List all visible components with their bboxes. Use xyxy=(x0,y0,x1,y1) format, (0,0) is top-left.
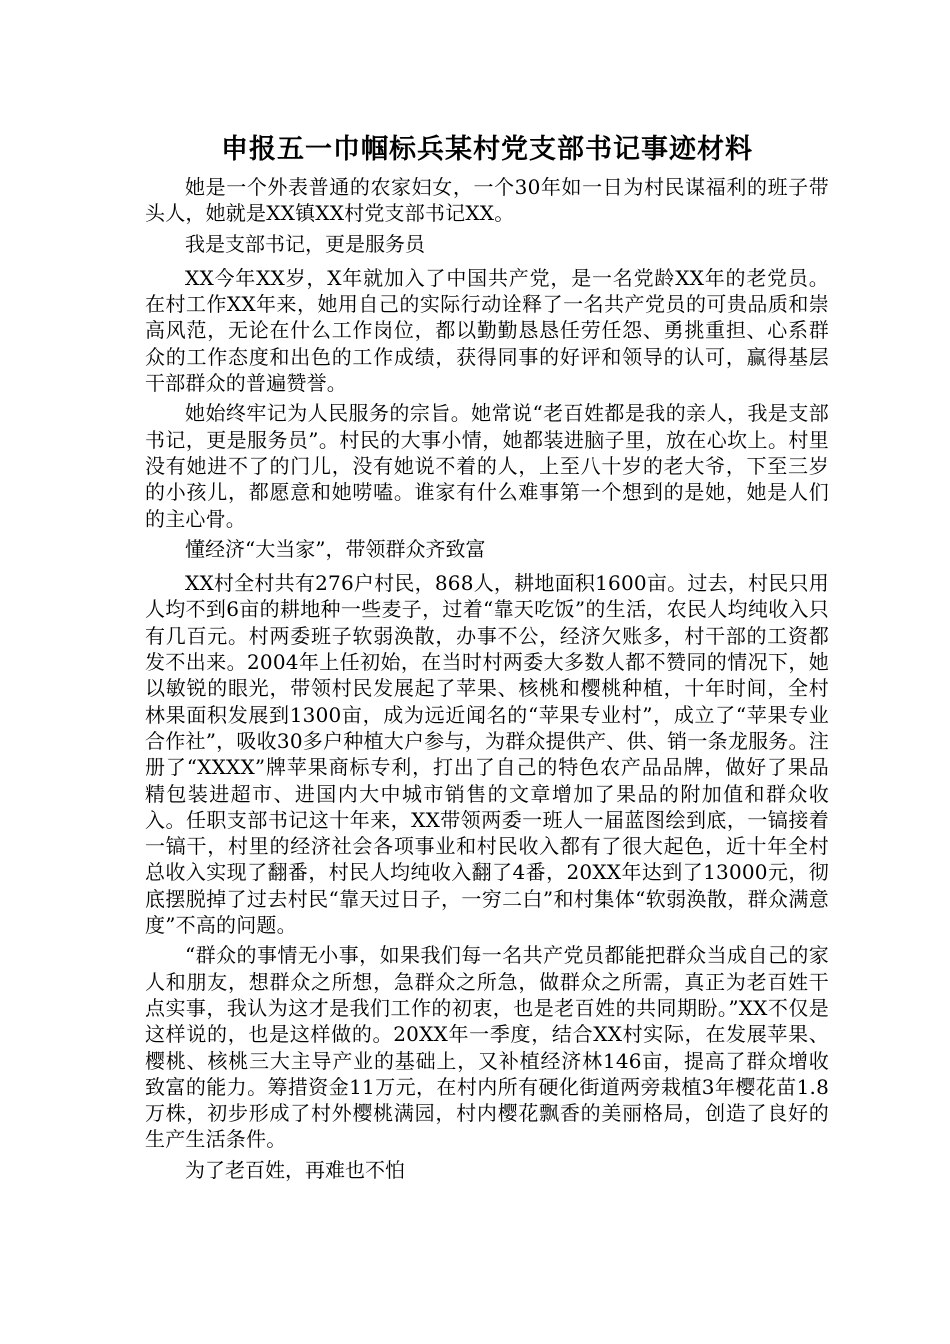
section-heading-3: 为了老百姓，再难也不怕 xyxy=(185,1157,405,1182)
intro-paragraph: 她是一个外表普通的农家妇女，一个30年如一日为村民谋福利的班子带头人，她就是XX镇XX村党支部书记XX。 xyxy=(145,175,829,226)
section2-paragraph-2: “群众的事情无小事，如果我们每一名共产党员都能把群众当成自己的家人和朋友，想群众之所想，急群众之所急，做群众之所需，真正为老百姓干点实事，我认为这才是我们工作的初衷，也是老百姓的共同期盼。”XX不仅是这样说的，也是这样做的。20XX年一季度，结合XX村实际，在发展苹果、樱桃、核桃三大主导产业的基础上，又补植经济林146亩，提高了群众增收致富的能力。筹措资金11万元，在村内所有硬化街道两旁栽植3年樱花苗1.8万株，初步形成了村外樱桃满园，村内樱花飘香的美丽格局，创造了良好的生产生活条件。 xyxy=(145,943,829,1152)
section1-paragraph-1: XX今年XX岁，X年就加入了中国共产党，是一名党龄XX年的老党员。在村工作XX年来，她用自己的实际行动诠释了一名共产党员的可贵品质和崇高风范，无论在什么工作岗位，都以勤勤恳恳任劳任怨、勇挑重担、心系群众的工作态度和出色的工作成绩，获得同事的好评和领导的认可，赢得基层干部群众的普遍赞誉。 xyxy=(145,265,829,396)
section2-paragraph-1: XX村全村共有276户村民，868人，耕地面积1600亩。过去，村民只用人均不到6亩的耕地种一些麦子，过着“靠天吃饭”的生活，农民人均纯收入只有几百元。村两委班子软弱涣散，办事不公，经济欠账多，村干部的工资都发不出来。2004年上任初始，在当时村两委大多数人都不赞同的情况下，她以敏锐的眼光，带领村民发展起了苹果、核桃和樱桃种植，十年时间，全村林果面积发展到1300亩，成为远近闻名的“苹果专业村”，成立了“苹果专业合作社”，吸收30多户种植大户参与，为群众提供产、供、销一条龙服务。注册了“XXXX”牌苹果商标专利，打出了自己的特色农产品品牌，做好了果品精包装进超市、进国内大中城市销售的文章增加了果品的附加值和群众收入。任职支部书记这十年来，XX带领两委一班人一届蓝图绘到底，一镐接着一镐干，村里的经济社会各项事业和村民收入都有了很大起色，近十年全村总收入实现了翻番，村民人均纯收入翻了4番，20XX年达到了13000元，彻底摆脱掉了过去村民“靠天过日子，一穷二白”和村集体“软弱涣散，群众满意度”不高的问题。 xyxy=(145,571,829,938)
document-title: 申报五一巾帼标兵某村党支部书记事迹材料 xyxy=(221,134,753,165)
section-heading-2: 懂经济“大当家”，带领群众齐致富 xyxy=(185,536,486,561)
section-heading-1: 我是支部书记，更是服务员 xyxy=(185,231,425,256)
document-page xyxy=(145,128,829,1191)
section1-paragraph-2: 她始终牢记为人民服务的宗旨。她常说“老百姓都是我的亲人，我是支部书记，更是服务员”。村民的大事小情，她都装进脑子里，放在心坎上。村里没有她进不了的门儿，没有她说不着的人，上至八十岁的老大爷，下至三岁的小孩儿，都愿意和她唠嗑。谁家有什么难事第一个想到的是她，她是人们的主心骨。 xyxy=(145,401,829,531)
